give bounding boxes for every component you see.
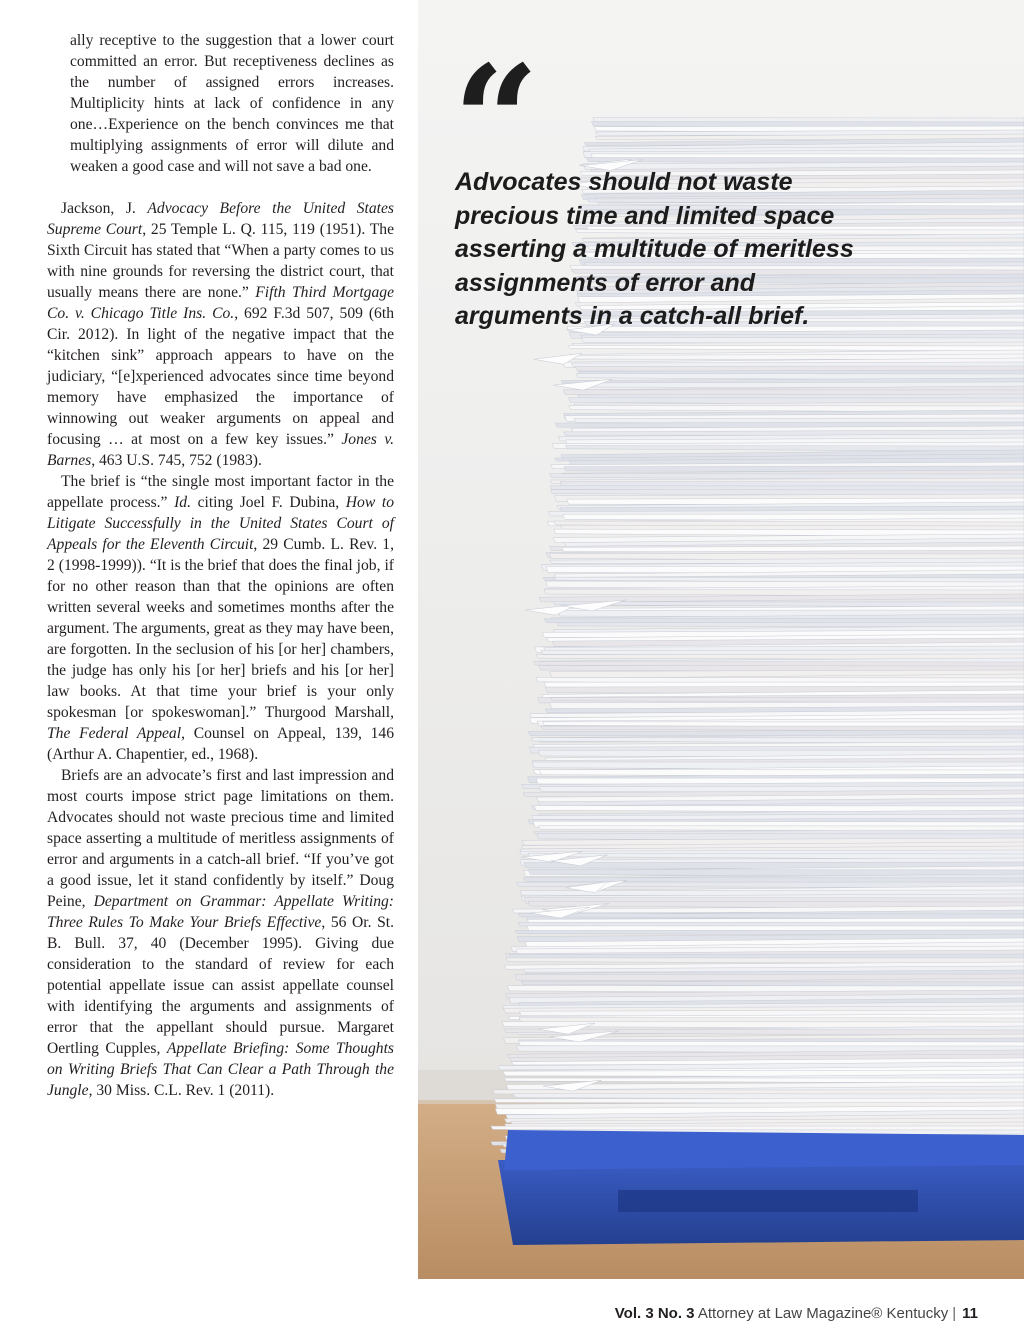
paper-sheet: [565, 446, 1024, 452]
paragraph: [47, 471, 394, 765]
paper-sheet: [568, 345, 1024, 351]
magazine-name: Attorney at Law Magazine® Kentucky: [697, 1305, 949, 1322]
case-citation: Appellate Briefing: Some Thoughts on Writing Briefs That Can Clear a Path Through the Jungle: [47, 1040, 394, 1099]
quote-mark-icon: “: [453, 33, 532, 209]
footer-divider: |: [952, 1305, 957, 1322]
case-citation: Id.: [174, 494, 191, 511]
pull-quote: Advocates should not waste precious time and limited space asserting a multitude of meritless assignments of error and arguments in a catch-all brief.: [455, 168, 854, 331]
body-text: The brief is “the single most important factor in the appellate process.”: [47, 473, 394, 511]
body-text: , 25 Temple L. Q. 115, 119 (1951). The Sixth Circuit has stated that “When a party comes to us with nine grounds for reversing the district court, that usually means there are none.”: [47, 221, 394, 301]
body-text: , 463 U.S. 745, 752 (1983).: [91, 452, 262, 469]
body-text: Briefs are an advocate’s first and last impression and most courts impose strict page limitations on them. Advocates should not waste precious time and limited space asserting a multitude of meritless assignments of error and arguments in a catch-all brief. “If you’ve got a good issue, let it stand confidently by itself.” Doug Peine,: [47, 767, 394, 910]
case-citation: The Federal Appeal: [47, 725, 182, 742]
blue-tray-lip: [504, 1130, 1024, 1170]
case-citation: Jones v. Barnes: [47, 431, 394, 469]
body-text: , 30 Miss. C.L. Rev. 1 (2011).: [88, 1082, 275, 1099]
tray-slot: [618, 1190, 918, 1212]
body-text: , 692 F.3d 507, 509 (6th Cir. 2012). In light of the negative impact that the “kitchen sink” approach appears to have on the judiciary, “[e]xperienced advocates since time beyond memory have emphasized the importance of winnowing out weaker arguments on appeal and focusing … at most on a few key issues.”: [47, 305, 394, 448]
paragraph: [47, 765, 394, 1101]
body-text: Jackson, J.: [61, 200, 148, 217]
case-citation: Advocacy Before the United States Supreme Court: [47, 200, 394, 238]
paper-sheet: [556, 622, 1024, 627]
case-citation: Fifth Third Mortgage Co. v. Chicago Title Ins. Co.: [47, 284, 394, 322]
body-text: , 56 Or. St. B. Bull. 37, 40 (December 1995). Giving due consideration to the standard of review for each potential appellate issue can assist appellate counsel with identifying the arguments and assignments of error that the appellant should pursue. Margaret Oertling Cupples,: [47, 914, 394, 1057]
case-citation: Department on Grammar: Appellate Writing: Three Rules To Make Your Briefs Effective: [47, 893, 394, 931]
body-text: , Counsel on Appeal, 139, 146 (Arthur A. Chapentier, ed., 1968).: [47, 725, 394, 763]
page-footer: [615, 1305, 978, 1322]
body-text: citing Joel F. Dubina,: [190, 494, 346, 511]
volume-number: Vol. 3 No. 3: [614, 1305, 695, 1322]
paragraph: [47, 198, 394, 471]
case-citation: How to Litigate Successfully in the United States Court of Appeals for the Eleventh Circuit: [47, 494, 394, 553]
block-quote: ally receptive to the suggestion that a lower court committed an error. But receptiveness declines as the number of assigned errors increases. Multiplicity hints at lack of confidence in any one…Experience on the bench convinces me that multiplying assignments of error will dilute and weaken a good case and will not save a bad one.: [70, 32, 394, 175]
page-number: 11: [962, 1305, 978, 1322]
body-text: , 29 Cumb. L. Rev. 1, 2 (1998-1999)). “It is the brief that does the final job, if for no other reason than that the opinions are often written several weeks and sometimes months after the argument. The arguments, great as they may have been, are forgotten. In the seclusion of his [or her] chambers, the judge has only his [or her] briefs and his [or her] law books. At that time your brief is your only spokesman [or spokeswoman].” Thurgood Marshall,: [47, 536, 394, 721]
article-column: [47, 30, 394, 1101]
paragraph-gap: [47, 177, 394, 198]
